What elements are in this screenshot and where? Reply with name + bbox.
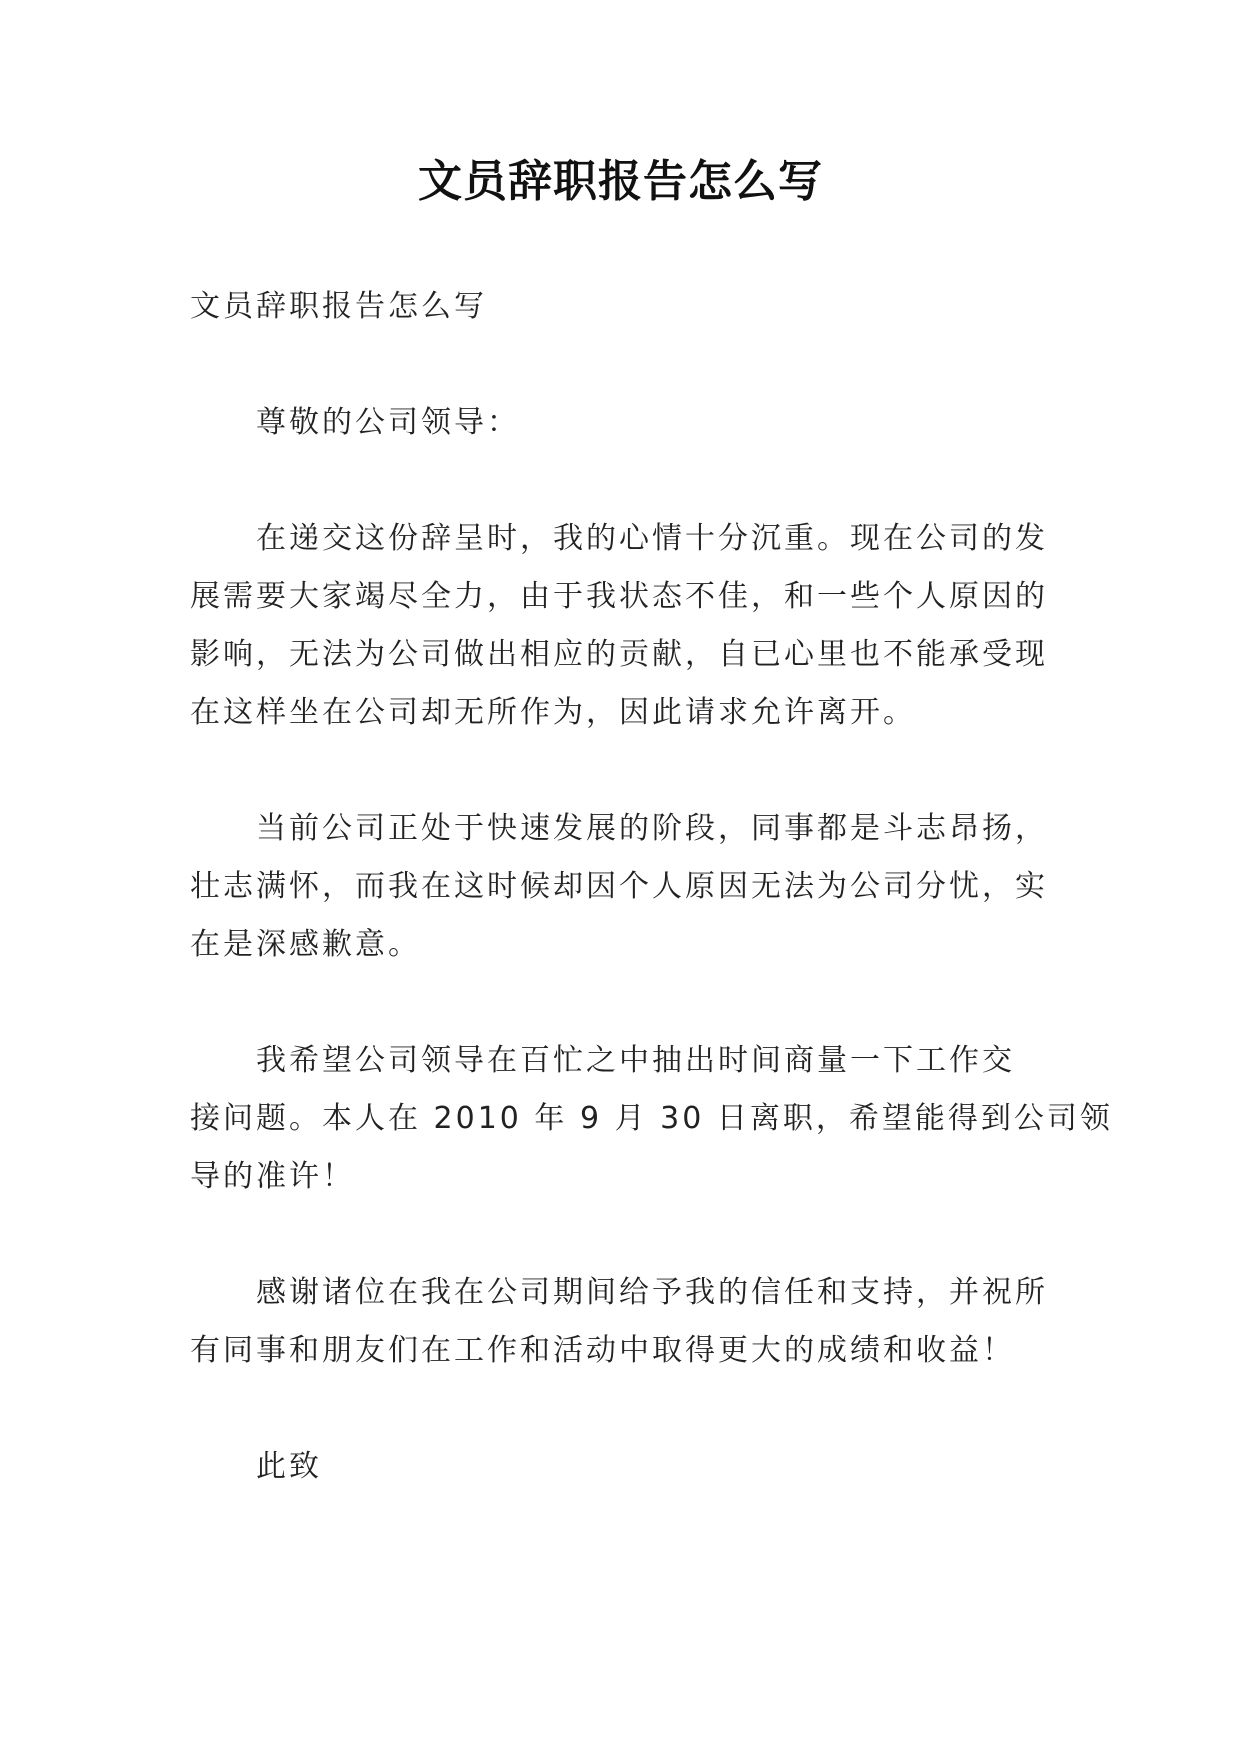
paragraph-3 [190,1032,1113,1206]
closing: 此致 [256,1449,322,1484]
paragraph-line: 当前公司正处于快速发展的阶段，同事都是斗志昂扬， [256,811,1048,846]
paragraph-line: 壮志满怀，而我在这时候却因个人原因无法为公司分忧，实 [190,869,1048,904]
document-subtitle: 文员辞职报告怎么写 [190,289,487,324]
paragraph-2 [190,800,1060,974]
paragraph-line: 在这样坐在公司却无所作为，因此请求允许离开。 [190,695,916,730]
paragraph-4 [190,1264,1060,1380]
paragraph-1 [190,510,1060,742]
document-body [190,278,1113,1496]
paragraph-line: 在递交这份辞呈时，我的心情十分沉重。现在公司的发 [256,521,1048,556]
paragraph-line: 有同事和朋友们在工作和活动中取得更大的成绩和收益！ [190,1333,1015,1368]
paragraph-line: 感谢诸位在我在公司期间给予我的信任和支持，并祝所 [256,1275,1048,1310]
paragraph-line: 接问题。本人在 2010 年 9 月 30 日离职，希望能得到公司领 [190,1101,1113,1136]
paragraph-line: 导的准许！ [190,1159,355,1194]
paragraph-line: 影响，无法为公司做出相应的贡献，自已心里也不能承受现 [190,637,1048,672]
paragraph-line: 我希望公司领导在百忙之中抽出时间商量一下工作交 [256,1043,1015,1078]
paragraph-line: 展需要大家竭尽全力，由于我状态不佳，和一些个人原因的 [190,579,1048,614]
salutation: 尊敬的公司领导： [256,405,520,440]
document-title: 文员辞职报告怎么写 [418,156,823,207]
paragraph-line: 在是深感歉意。 [190,927,421,962]
